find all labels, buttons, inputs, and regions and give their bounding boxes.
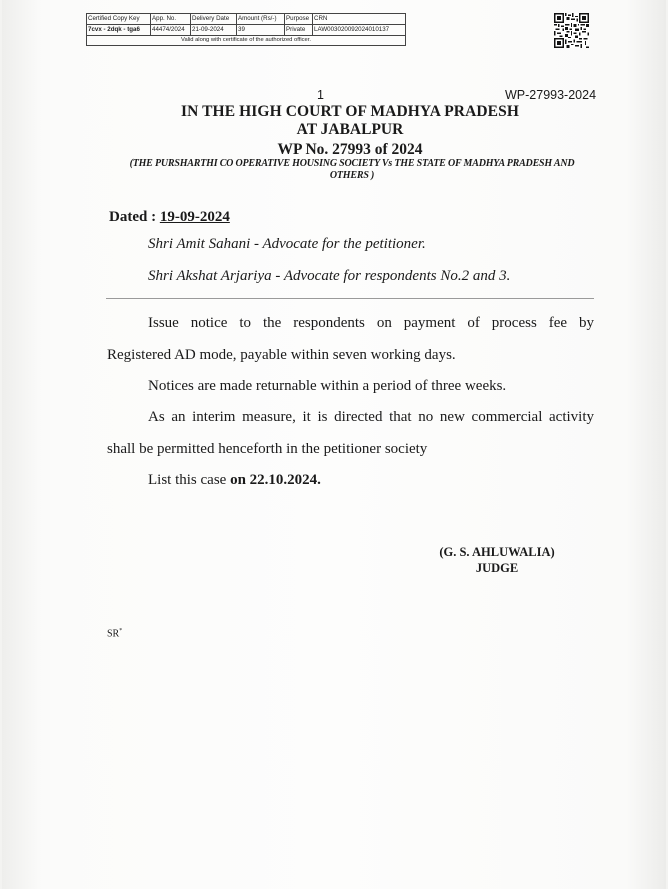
dated-label: Dated : [109, 209, 157, 225]
order-paragraph-4 [148, 471, 321, 489]
order-paragraph-1-line-1: Issue notice to the respondents on payment of process fee by [148, 315, 594, 331]
advocate-petitioner: Shri Amit Sahani - Advocate for the petitioner. [148, 236, 426, 252]
court-location: AT JABALPUR [296, 121, 404, 138]
order-paragraph-2: Notices are made returnable within a period of three weeks. [148, 378, 507, 394]
petition-number: WP No. 27993 of 2024 [277, 141, 423, 158]
case-reference: WP-27993-2024 [505, 88, 597, 102]
judge-title: JUDGE [475, 561, 519, 575]
clerk-initials [107, 628, 122, 639]
court-name: IN THE HIGH COURT OF MADHYA PRADESH [181, 103, 519, 120]
parties-line-1: (THE PURSHARTHI CO OPERATIVE HOUSING SOCIETY Vs THE STATE OF MADHYA PRADESH AND [129, 158, 575, 169]
cert-value-delivery: 21-09-2024 [191, 25, 237, 36]
judge-name: (G. S. AHLUWALIA) [439, 545, 555, 559]
divider-line [106, 298, 594, 299]
cert-value-purpose: Private [285, 25, 313, 36]
cert-value-crn: LAW003020092024010137 [313, 25, 406, 36]
cert-value-key: 7cvx - 2dqk - tga6 [87, 25, 151, 36]
order-paragraph-3-line-2: shall be permitted henceforth in the petitioner society [107, 441, 428, 457]
order-paragraph-3-line-1: As an interim measure, it is directed that no new commercial activity [148, 409, 594, 425]
page-number: 1 [317, 88, 324, 102]
cert-header-purpose: Purpose [285, 14, 313, 25]
listing-text: List this case [148, 472, 231, 488]
cert-value-appno: 44474/2024 [151, 25, 191, 36]
qr-code-icon [554, 13, 589, 48]
cert-value-amount: 39 [237, 25, 285, 36]
cert-header-delivery: Delivery Date [191, 14, 237, 25]
initials-mark: * [119, 628, 123, 634]
order-paragraph-1-line-2: Registered AD mode, payable within seven working days. [107, 347, 456, 363]
cert-header-crn: CRN [313, 14, 406, 25]
cert-validity-note: Valid along with certificate of the authorized officer. [87, 36, 406, 46]
cert-header-appno: App. No. [151, 14, 191, 25]
listing-date: on 22.10.2024. [230, 472, 321, 488]
certified-copy-table [86, 13, 405, 46]
dated-value: 19-09-2024 [159, 209, 230, 225]
cert-header-key: Certified Copy Key [87, 14, 151, 25]
parties-caption [114, 158, 590, 182]
order-date [109, 209, 230, 226]
cert-value-row [87, 25, 406, 36]
cert-header-row [87, 14, 406, 25]
initials-text: SR [107, 628, 120, 640]
document-page [2, 0, 666, 889]
parties-line-2: OTHERS ) [329, 170, 375, 181]
cert-header-amount: Amount (Rs/-) [237, 14, 285, 25]
advocate-respondents: Shri Akshat Arjariya - Advocate for respondents No.2 and 3. [148, 268, 511, 284]
